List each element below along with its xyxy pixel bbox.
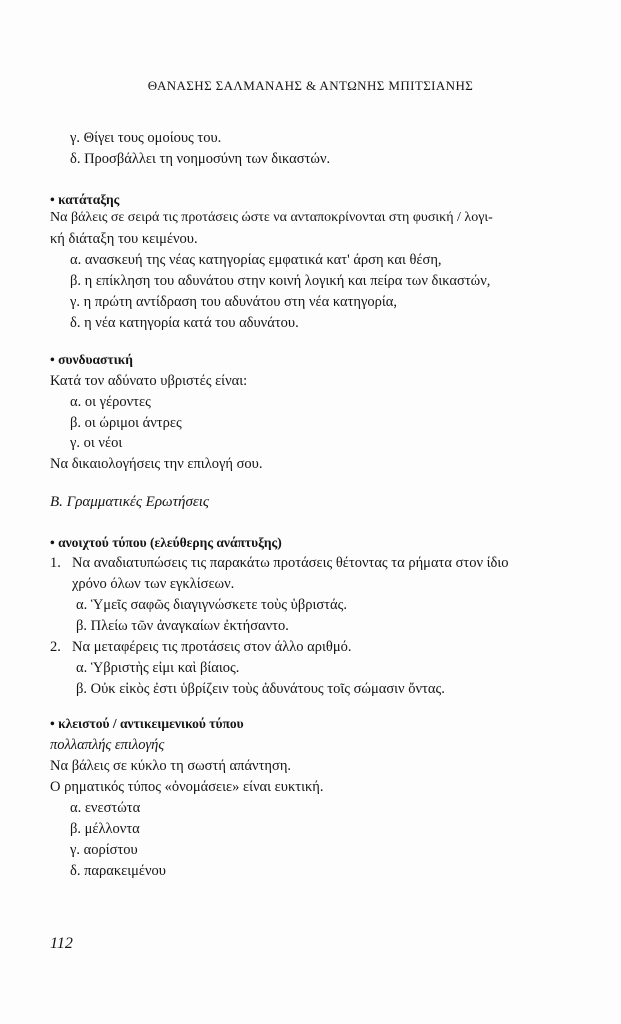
section-heading-closed: • κλειστού / αντικειμενικού τύπου [50,716,244,731]
list-item: α. ανασκευή της νέας κατηγορίας εμφατικά κατ' άρση και θέση, [70,252,442,268]
question-text: χρόνο όλων των εγκλίσεων. [72,576,235,592]
question-text: Να αναδιατυπώσεις τις παρακάτω προτάσεις θέτοντας τα ρήματα στον ίδιο [72,555,509,571]
section-heading-syndyastiki: • συνδυαστική [50,352,133,367]
list-item: δ. Προσβάλλει τη νοημοσύνη των δικαστών. [70,151,331,167]
list-item: β. Πλείω τῶν ἀναγκαίων ἐκτήσαντο. [76,618,289,634]
list-item: β. μέλλοντα [70,821,140,837]
question-number: 1. [50,555,61,571]
list-item: β. οι ώριμοι άντρες [70,415,182,431]
list-item: γ. οι νέοι [70,435,123,451]
running-header: ΘΑΝΑΣΗΣ ΣΑΛΜΑΝΑΗΣ & ΑΝΤΩΝΗΣ ΜΠΙΤΣΙΑΝΗΣ [147,78,474,93]
section-heading-open: • ανοιχτού τύπου (ελεύθερης ανάπτυξης) [50,535,282,550]
list-item: β. η επίκληση του αδυνάτου στην κοινή λογική και πείρα των δικαστών, [70,273,491,289]
list-item: γ. αορίστου [70,842,138,858]
subheading: πολλαπλής επιλογής [50,737,165,753]
question-text: Κατά τον αδύνατο υβριστές είναι: [50,373,248,389]
list-item: γ. η πρώτη αντίδραση του αδυνάτου στη νέα κατηγορία, [70,294,398,310]
statement-text: Ο ρηματικός τύπος «ὀνομάσειε» είναι ευκτική. [50,779,324,795]
instruction-text: Να βάλεις σε σειρά τις προτάσεις ώστε να ανταποκρίνονται στη φυσική / λογι- [50,210,493,225]
question-text: Να μεταφέρεις τις προτάσεις στον άλλο αριθμό. [72,639,352,655]
list-item: α. Ὑβριστὴς εἰμι καὶ βίαιος. [76,660,240,676]
list-item: δ. η νέα κατηγορία κατά του αδυνάτου. [70,315,299,331]
list-item: β. Οὐκ εἰκὸς ἐστι ὑβρίζειν τοὺς ἀδυνάτους τοῖς σώμασιν ὄντας. [76,681,445,697]
list-item: α. οι γέροντες [70,394,151,410]
question-number: 2. [50,639,61,655]
section-heading-kataxis: • κατάταξης [50,192,120,207]
list-item: α. Ὑμεῖς σαφῶς διαγιγνώσκετε τοὺς ὑβριστάς. [76,597,347,613]
page-number: 112 [50,935,73,952]
instruction-text: κή διάταξη του κειμένου. [50,231,198,247]
instruction-text: Να βάλεις σε κύκλο τη σωστή απάντηση. [50,758,292,774]
list-item: α. ενεστώτα [70,800,141,816]
instruction-text: Να δικαιολογήσεις την επιλογή σου. [50,456,263,472]
list-item: δ. παρακειμένου [70,863,166,879]
section-b-title: Β. Γραμματικές Ερωτήσεις [50,494,210,510]
list-item: γ. Θίγει τους ομοίους του. [70,130,222,146]
